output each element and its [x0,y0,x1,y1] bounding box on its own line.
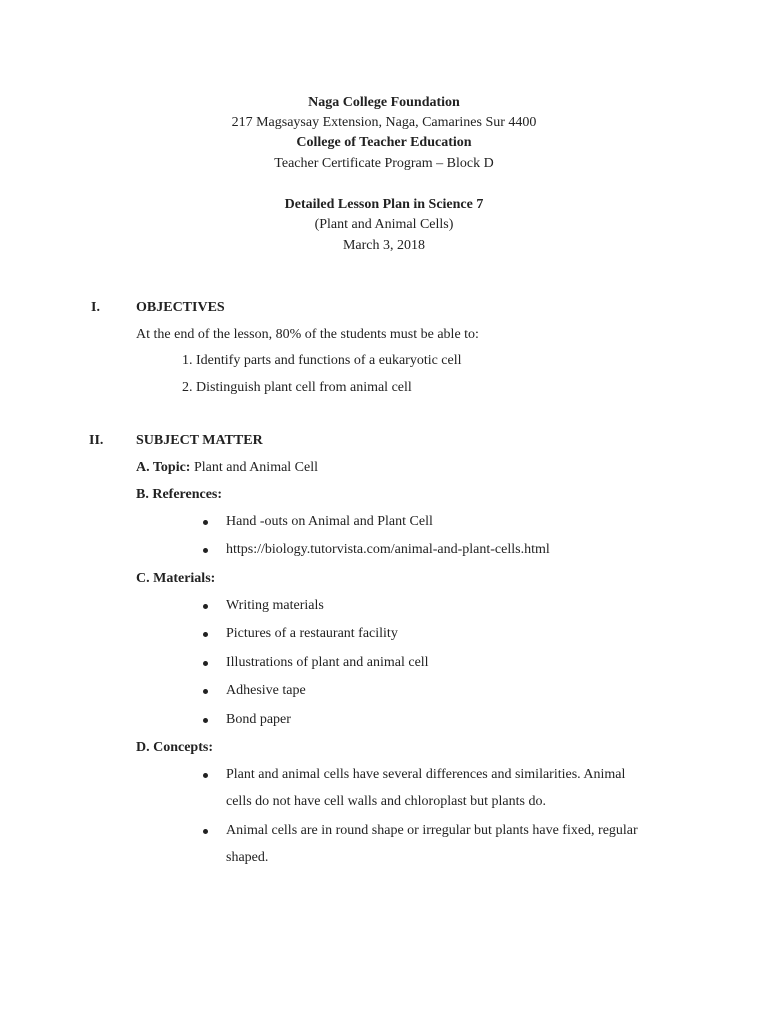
bullet-icon [203,632,208,637]
bullet-icon [203,520,208,525]
concepts-label: D. Concepts: [136,740,213,755]
section-2-heading: SUBJECT MATTER [136,433,263,448]
material-item: Writing materials [226,598,324,613]
concept-item-continued: cells do not have cell walls and chloroplast but plants do. [226,794,546,809]
reference-item: Hand -outs on Animal and Plant Cell [226,514,433,529]
material-item: Illustrations of plant and animal cell [226,655,429,670]
bullet-icon [203,604,208,609]
college-name: College of Teacher Education [296,135,472,150]
bullet-icon [203,718,208,723]
bullet-icon [203,689,208,694]
material-item: Pictures of a restaurant facility [226,626,398,641]
section-1-numeral: I. [91,300,100,315]
section-2-numeral: II. [89,433,104,448]
material-item: Bond paper [226,712,291,727]
materials-label: C. Materials: [136,571,216,586]
institution-name: Naga College Foundation [308,95,460,110]
lesson-plan-title: Detailed Lesson Plan in Science 7 [284,197,484,212]
concept-item: Animal cells are in round shape or irregular but plants have fixed, regular [226,823,638,838]
topic-label: A. Topic: [136,460,191,475]
institution-address: 217 Magsaysay Extension, Naga, Camarines Sur 4400 [231,115,537,130]
bullet-icon [203,829,208,834]
program-name: Teacher Certificate Program – Block D [274,156,494,171]
section-1-heading: OBJECTIVES [136,300,225,315]
topic-value: Plant and Animal Cell [193,460,319,475]
objective-item: 2. Distinguish plant cell from animal cell [182,380,412,395]
concept-item: Plant and animal cells have several differences and similarities. Animal [226,767,626,782]
reference-item: https://biology.tutorvista.com/animal-and-plant-cells.html [226,542,550,557]
lesson-plan-date: March 3, 2018 [342,238,426,253]
objective-item: 1. Identify parts and functions of a eukaryotic cell [182,353,462,368]
objectives-intro: At the end of the lesson, 80% of the students must be able to: [136,327,479,342]
topic-line [136,459,318,477]
material-item: Adhesive tape [226,683,306,698]
bullet-icon [203,548,208,553]
bullet-icon [203,661,208,666]
bullet-icon [203,773,208,778]
references-label: B. References: [136,487,223,502]
lesson-plan-subtitle: (Plant and Animal Cells) [314,217,454,232]
concept-item-continued: shaped. [226,850,269,865]
